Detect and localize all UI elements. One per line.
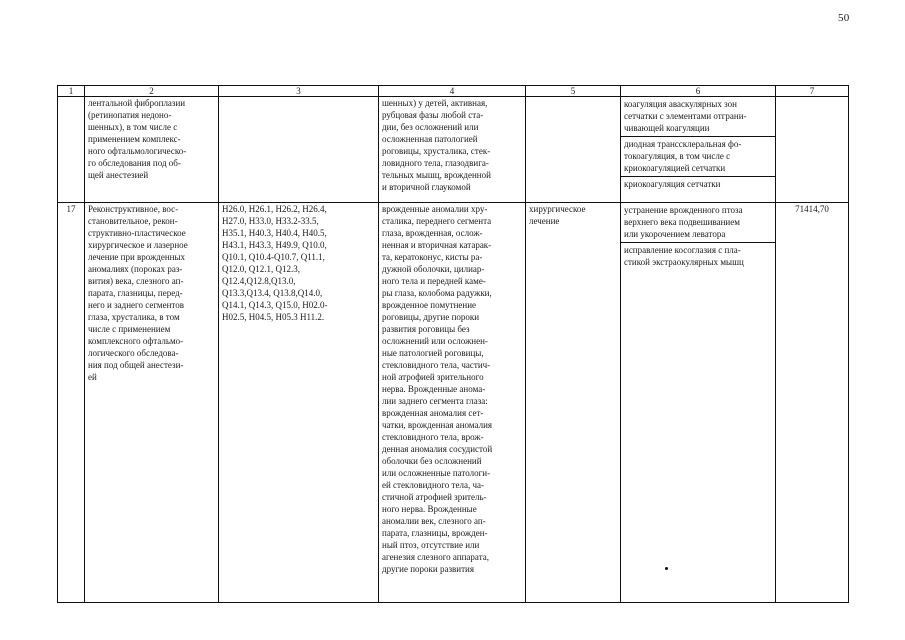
text-line: аномалии век, слезного ап- — [382, 516, 486, 526]
text-line: чатки, врожденная аномалия — [382, 420, 493, 430]
text-line: ры глаза, колобома радужки, — [382, 288, 492, 298]
text-line: роговицы, другие пороки — [382, 312, 480, 322]
text-line: Q13.3,Q13.4, Q13.8,Q14.0, — [222, 288, 323, 298]
text-line: шенных), в том числе с — [88, 122, 178, 132]
text-line: токоагуляция, в том числе с — [624, 151, 731, 161]
treatment-method-item — [621, 136, 775, 176]
text-line: становительное, рекон- — [88, 216, 178, 226]
page-number: 50 — [838, 12, 850, 24]
header-col-1: 1 — [58, 86, 85, 97]
text-line: ловидного тела, глазодвига- — [382, 158, 489, 168]
text-line: осложненная патологией — [382, 134, 478, 144]
text-line: дии, без осложнений или — [382, 122, 479, 132]
treatment-method-item — [621, 203, 775, 242]
header-col-3: 3 — [219, 86, 379, 97]
treatment-method-item — [621, 97, 775, 136]
text-line: диодная транссклеральная фо- — [624, 139, 742, 149]
header-col-6: 6 — [621, 86, 776, 97]
text-line: исправление косоглазия с пла- — [624, 245, 741, 255]
text-line: ния под общей анестези- — [88, 360, 184, 370]
cost-cell — [776, 97, 849, 203]
text-line: нерва. Врожденные анома- — [382, 384, 486, 394]
text-line: оболочки без осложнений — [382, 456, 482, 466]
service-name-cell — [85, 97, 219, 203]
text-line: хирургическое — [529, 204, 586, 214]
text-line: сталика, переднего сегмента — [382, 216, 492, 226]
treatment-type-cell — [526, 97, 621, 203]
text-line: Q12.4,Q12.8,Q13.0, — [222, 276, 296, 286]
icd-codes-cell — [219, 97, 379, 203]
text-line: стекловидного тела, врож- — [382, 432, 484, 442]
text-line: парата, глазницы, врожден- — [382, 528, 488, 538]
text-line: тельных мышц, врожденной — [382, 170, 491, 180]
treatment-method-item — [621, 242, 775, 270]
table-row-17 — [58, 203, 849, 603]
text-line: денная аномалия сосудистой — [382, 444, 493, 454]
text-line: Q10.1, Q10.4-Q10.7, Q11.1, — [222, 252, 325, 262]
header-col-5: 5 — [526, 86, 621, 97]
text-line: шенных) у детей, активная, — [382, 98, 488, 108]
header-col-2: 2 — [85, 86, 219, 97]
text-line: числе с применением — [88, 324, 171, 334]
text-line: парата, глазницы, перед- — [88, 288, 183, 298]
text-line: H27.0, H33.0, H33.2-33.5, — [222, 216, 319, 226]
text-line: криокоагуляцией сетчатки — [624, 163, 726, 173]
text-line: развития роговицы без — [382, 324, 470, 334]
text-line: H35.1, H40.3, H40.4, H40.5, — [222, 228, 327, 238]
treatment-method-cell — [621, 97, 776, 203]
text-line: ного нерва. Врожденные — [382, 504, 477, 514]
text-line: вития) века, слезного ап- — [88, 276, 184, 286]
cost-cell: 71414,70 — [776, 203, 849, 603]
text-line: H02.5, H04.5, H05.3 H11.2. — [222, 312, 325, 322]
treatment-type-cell — [526, 203, 621, 603]
text-line: криокоагуляция сетчатки — [624, 179, 721, 189]
text-line: ные патологией роговицы, — [382, 348, 484, 358]
text-line: врожденные аномалии хру- — [382, 204, 488, 214]
text-line: ного офтальмологическо- — [88, 146, 187, 156]
text-line: и вторичной глаукомой — [382, 182, 471, 192]
header-col-4: 4 — [379, 86, 526, 97]
header-col-7: 7 — [776, 86, 849, 97]
text-line: глаза, хрусталика, в том — [88, 312, 180, 322]
diagnosis-cell — [379, 203, 526, 603]
treatment-method-item — [621, 176, 775, 192]
text-line: коагуляция аваскулярных зон — [624, 99, 737, 109]
treatment-method-cell — [621, 203, 776, 603]
text-line: дужной оболочки, цилиар- — [382, 264, 485, 274]
text-line: лентальной фиброплазии — [88, 98, 186, 108]
text-line: щей анестезией — [88, 170, 149, 180]
text-line: рубцовая фазы любой ста- — [382, 110, 484, 120]
text-line: верхнего века подвешиванием — [624, 217, 740, 227]
text-line: лии заднего сегмента глаза: — [382, 396, 488, 406]
text-line: сетчатки с элементами отграни- — [624, 111, 747, 121]
text-line: агенезия слезного аппарата, — [382, 552, 489, 562]
text-line: роговицы, хрусталика, стек- — [382, 146, 491, 156]
row-number: 17 — [58, 203, 85, 603]
text-line: ей — [88, 372, 97, 382]
text-line: стекловидного тела, частич- — [382, 360, 491, 370]
text-line: (ретинопатия недоно- — [88, 110, 172, 120]
text-line: него и заднего сегментов — [88, 300, 184, 310]
text-line: го обследования под об- — [88, 158, 181, 168]
text-line: логического обследова- — [88, 348, 179, 358]
text-line: осложнений или осложнен- — [382, 336, 488, 346]
text-line: устранение врожденного птоза — [624, 205, 743, 215]
text-line: ного тела и передней каме- — [382, 276, 486, 286]
service-name-cell — [85, 203, 219, 603]
text-line: H43.1, H43.3, H49.9, Q10.0, — [222, 240, 327, 250]
text-line: глаза, врожденная, ослож- — [382, 228, 483, 238]
text-line: ной атрофией зрительного — [382, 372, 484, 382]
text-line: Реконструктивное, вос- — [88, 204, 179, 214]
text-line: структивно-пластическое — [88, 228, 186, 238]
diagnosis-cell — [379, 97, 526, 203]
text-line: или укорочением леватора — [624, 229, 726, 239]
text-line: лечение при врожденных — [88, 252, 186, 262]
text-line: H26.0, H26.1, H26.2, H26.4, — [222, 204, 327, 214]
table-row-continuation — [58, 97, 849, 203]
row-number — [58, 97, 85, 203]
icd-codes-cell — [219, 203, 379, 603]
header-row — [58, 86, 849, 97]
medical-services-table — [57, 85, 849, 603]
text-line: стичной атрофией зритель- — [382, 492, 487, 502]
text-line: врожденная аномалия сет- — [382, 408, 484, 418]
stray-dot-mark — [665, 567, 668, 570]
text-line: Q14.1, Q14.3, Q15.0, H02.0- — [222, 300, 328, 310]
text-line: врожденное помутнение — [382, 300, 477, 310]
text-line: та, кератоконус, кисты ра- — [382, 252, 483, 262]
text-line: хирургическое и лазерное — [88, 240, 188, 250]
text-line: другие пороки развития — [382, 564, 474, 574]
text-line: ей стекловидного тела, ча- — [382, 480, 484, 490]
text-line: ный птоз, отсутствие или — [382, 540, 480, 550]
text-line: аномалиях (пороках раз- — [88, 264, 183, 274]
text-line: или осложненные патологи- — [382, 468, 491, 478]
text-line: комплексного офтальмо- — [88, 336, 184, 346]
text-line: ненная и вторичная катарак- — [382, 240, 492, 250]
text-line: лечение — [529, 216, 560, 226]
text-line: чивающей коагуляции — [624, 123, 710, 133]
text-line: применением комплекс- — [88, 134, 181, 144]
text-line: Q12.0, Q12.1, Q12.3, — [222, 264, 300, 274]
text-line: стикой экстраокулярных мышц — [624, 257, 744, 267]
